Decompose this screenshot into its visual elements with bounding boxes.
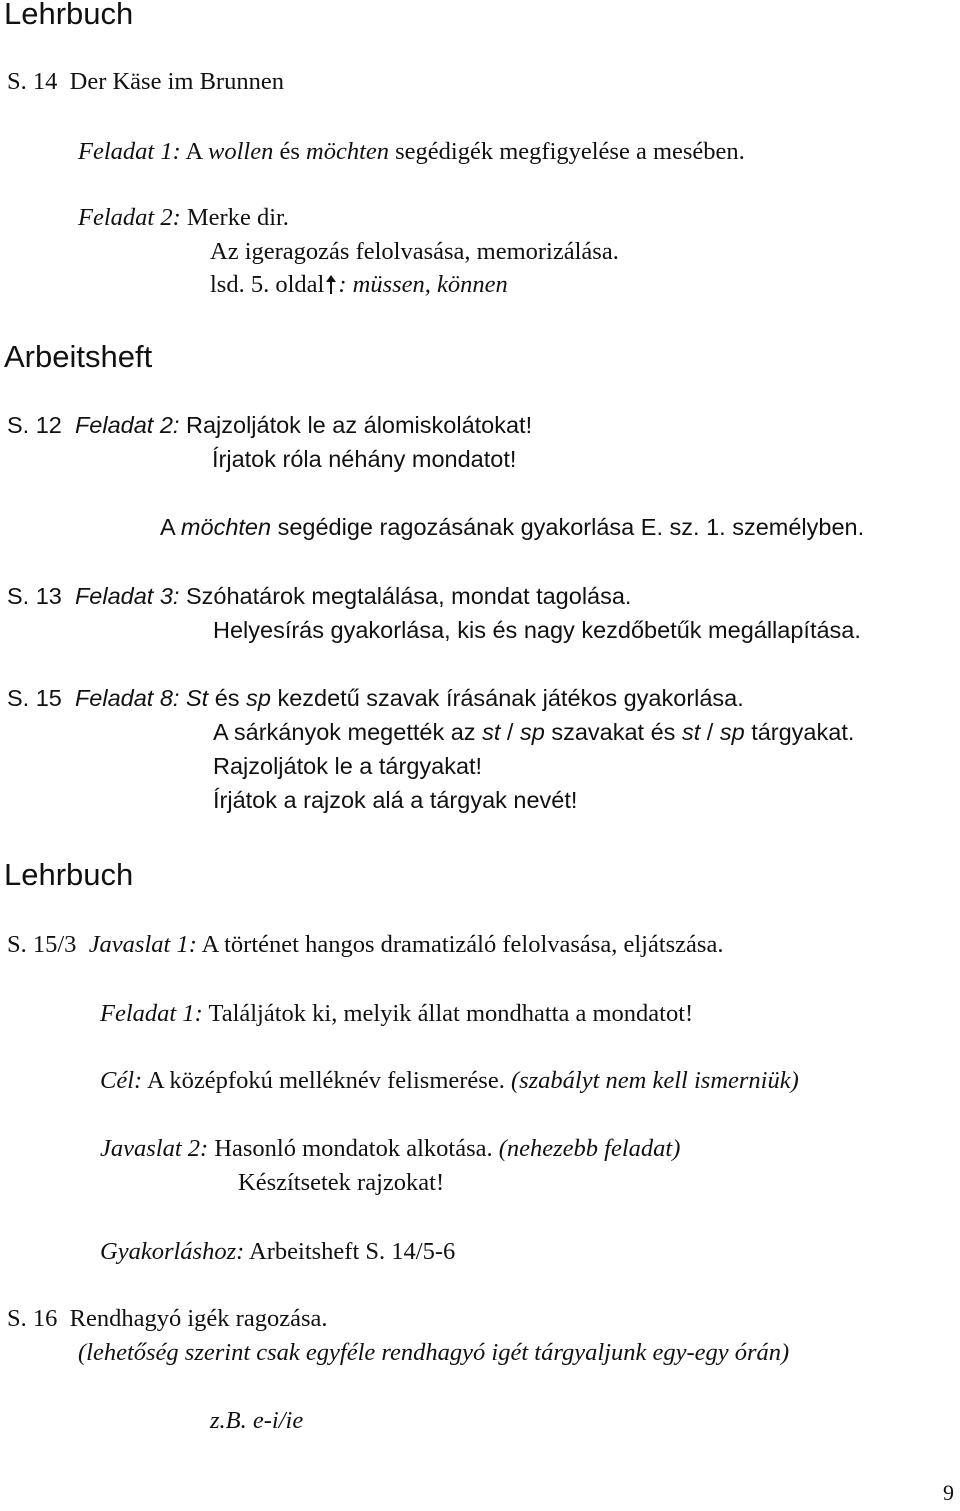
s12-line-2: Írjatok róla néhány mondatot!: [212, 446, 517, 472]
text: tárgyakat.: [751, 719, 855, 745]
feladat-2-line-3: [210, 273, 508, 298]
page-ref: S. 13: [7, 583, 62, 609]
text: Merke dir.: [186, 204, 289, 231]
text: segédigék megfigyelése a mesében.: [395, 138, 745, 165]
page-ref: S. 15: [7, 685, 62, 711]
letters: sp: [246, 685, 271, 711]
text: és: [279, 138, 300, 165]
feladat-1-line: [78, 140, 745, 165]
s15-line-2: [213, 721, 854, 745]
s16-line: [7, 1307, 327, 1332]
text: Arbeitsheft S. 14/5-6: [249, 1238, 456, 1265]
s15-line: [7, 687, 744, 711]
text: Rajzoljátok le az álomiskolátokat!: [185, 412, 533, 438]
german-words: : müssen, können: [338, 271, 508, 298]
letters: sp: [719, 719, 745, 745]
text: A középfokú melléknév felismerése.: [146, 1067, 505, 1094]
task-label: Javaslat 1:: [88, 931, 197, 958]
task-label: Feladat 1:: [78, 138, 181, 165]
s12-line-3: [160, 516, 864, 540]
text: Rendhagyó igék ragozása.: [69, 1305, 328, 1332]
task-label: Cél:: [100, 1067, 143, 1094]
task-label: Feladat 8:: [74, 685, 180, 711]
task-label: Feladat 3:: [74, 583, 180, 609]
page-ref: S. 14: [7, 68, 58, 95]
german-word: möchten: [306, 138, 390, 165]
text: segédige ragozásának gyakorlása E. sz. 1. személyben.: [277, 514, 865, 540]
text: szavakat és: [551, 719, 676, 745]
cel-line: [100, 1069, 799, 1094]
letters: sp: [519, 719, 545, 745]
text: és: [214, 685, 240, 711]
text: kezdetű szavak írásának játékos gyakorlása.: [277, 685, 744, 711]
s15-line-4: Írjátok a rajzok alá a tárgyak nevét!: [213, 787, 578, 813]
task-label: Feladat 2:: [78, 204, 181, 231]
page-number: 9: [943, 1480, 954, 1505]
javaslat-2-line: [100, 1137, 680, 1162]
s16-note: (lehetőség szerint csak egyféle rendhagyó igét tárgyaljunk egy-egy órán): [78, 1339, 790, 1366]
text: Szóhatárok megtalálása, mondat tagolása.: [185, 583, 632, 609]
text: /: [706, 719, 714, 745]
text: Találjátok ki, melyik állat mondhatta a mondatot!: [208, 1000, 694, 1027]
text: A: [185, 138, 202, 165]
task-label: Feladat 1:: [100, 1000, 203, 1027]
letters: st: [681, 719, 701, 745]
s13-line: [7, 585, 631, 609]
feladat-1-line-lb2: [100, 1002, 693, 1027]
section-heading-lehrbuch: Lehrbuch: [4, 0, 134, 31]
text: lsd. 5. oldal: [210, 271, 325, 298]
section-heading-lehrbuch-2: Lehrbuch: [4, 857, 134, 892]
text: /: [506, 719, 514, 745]
note: (nehezebb feladat): [498, 1135, 681, 1162]
javaslat-2-line-2: Készítsetek rajzokat!: [238, 1169, 445, 1196]
note: (szabályt nem kell ismerniük): [510, 1067, 799, 1094]
german-word: wollen: [208, 138, 274, 165]
s16-example: z.B. e-i/ie: [210, 1407, 304, 1434]
feladat-2-line: [78, 206, 289, 231]
task-label: Feladat 2:: [74, 412, 180, 438]
story-title: Der Käse im Brunnen: [69, 68, 284, 95]
text: A történet hangos dramatizáló felolvasása, eljátszása.: [201, 931, 724, 958]
up-arrow-icon: [325, 275, 337, 293]
section-heading-arbeitsheft: Arbeitsheft: [4, 339, 153, 374]
text: Hasonló mondatok alkotása.: [214, 1135, 493, 1162]
gyakorlashoz-line: [100, 1240, 455, 1265]
page-ref: S. 15/3: [7, 931, 77, 958]
letters: St: [185, 685, 209, 711]
s13-line-2: Helyesírás gyakorlása, kis és nagy kezdőbetűk megállapítása.: [213, 617, 861, 643]
s12-line: [7, 414, 532, 438]
s153-line: [7, 933, 723, 958]
german-word: möchten: [180, 514, 272, 540]
task-label: Gyakorláshoz:: [100, 1238, 245, 1265]
text: A sárkányok megették az: [213, 719, 476, 745]
s15-line-3: Rajzoljátok le a tárgyakat!: [213, 753, 483, 779]
task-label: Javaslat 2:: [100, 1135, 209, 1162]
s14-line: [7, 70, 284, 95]
text: A: [160, 514, 175, 540]
letters: st: [482, 719, 501, 745]
page-ref: S. 16: [7, 1305, 58, 1332]
feladat-2-line-2: Az igeragozás felolvasása, memorizálása.: [210, 238, 619, 265]
page-ref: S. 12: [7, 412, 62, 438]
